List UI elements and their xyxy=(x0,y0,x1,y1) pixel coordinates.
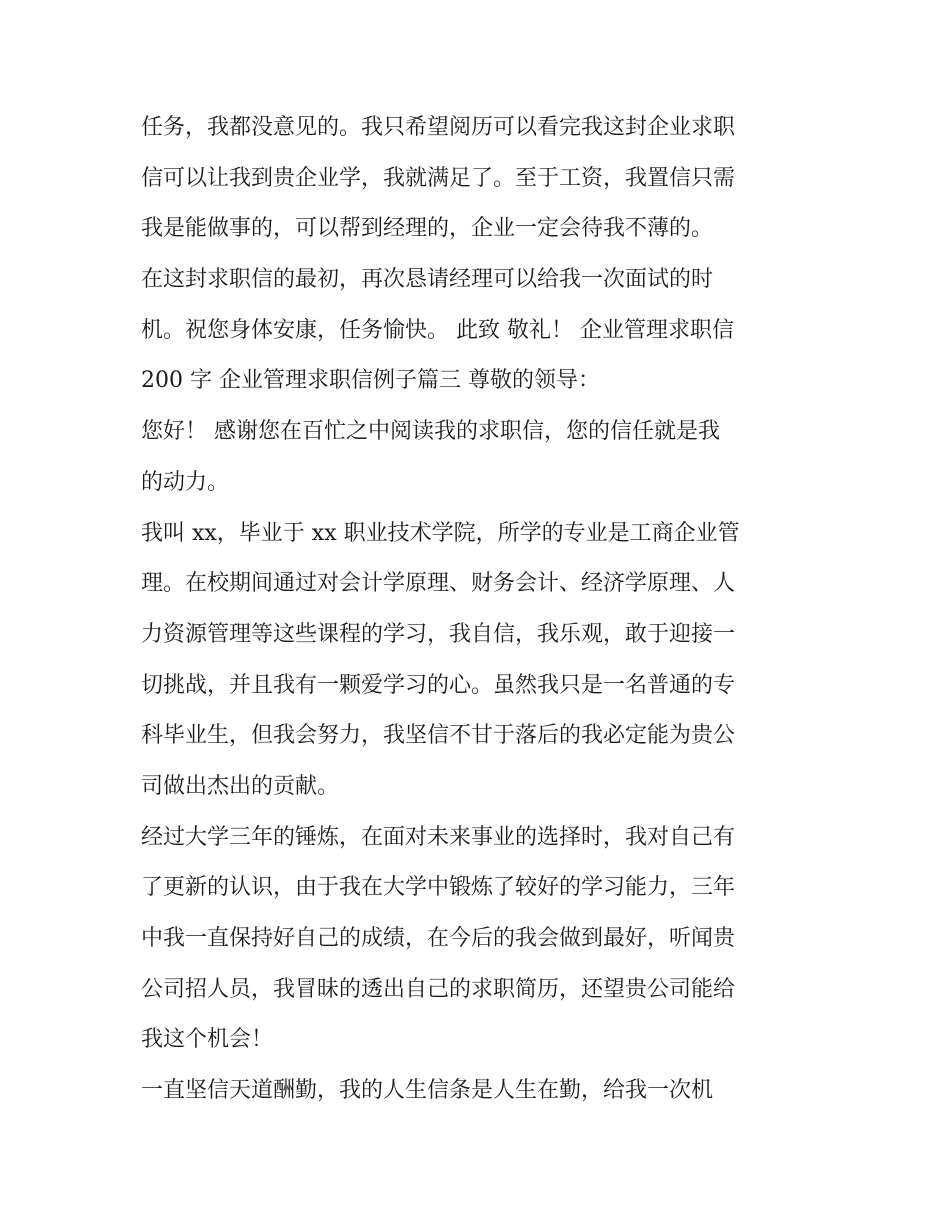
text-line: 信可以让我到贵企业学，我就满足了。至于工资，我置信只需 xyxy=(141,165,736,191)
letter-body xyxy=(141,103,821,1117)
text-line: 我是能做事的，可以帮到经理的，企业一定会待我不薄的。 xyxy=(141,216,714,242)
text-line: 切挑战，并且我有一颗爱学习的心。虽然我只是一名普通的专 xyxy=(141,672,736,698)
text-line: 在这封求职信的最初，再次恳请经理可以给我一次面试的时 xyxy=(141,267,714,293)
text-line: 力资源管理等这些课程的学习，我自信，我乐观，敢于迎接一 xyxy=(141,621,736,647)
text-line: 任务，我都没意见的。我只希望阅历可以看完我这封企业求职 xyxy=(141,115,736,140)
text-line: 理。在校期间通过对会计学原理、财务会计、经济学原理、人 xyxy=(141,571,736,597)
text-line: 我这个机会！ xyxy=(141,1027,274,1053)
text-line: 您好！ 感谢您在百忙之中阅读我的求职信，您的信任就是我 xyxy=(141,419,720,445)
text-line: 经过大学三年的锤炼，在面对未来事业的选择时，我对自己有 xyxy=(141,824,736,850)
text-line: 200 字 企业管理求职信例子篇三 尊敬的领导： xyxy=(141,368,600,394)
text-line: 了更新的认识，由于我在大学中锻炼了较好的学习能力，三年 xyxy=(141,875,736,901)
text-line: 公司招人员，我冒昧的透出自己的求职简历，还望贵公司能给 xyxy=(141,976,736,1002)
text-line: 中我一直保持好自己的成绩，在今后的我会做到最好，听闻贵 xyxy=(141,926,736,951)
text-line: 科毕业生，但我会努力，我坚信不甘于落后的我必定能为贵公 xyxy=(141,723,736,749)
text-line: 司做出杰出的贡献。 xyxy=(141,773,340,799)
text-line: 一直坚信天道酬勤，我的人生信条是人生在勤，给我一次机 xyxy=(141,1078,714,1104)
text-line: 我叫 xx，毕业于 xx 职业技术学院，所学的专业是工商企业管 xyxy=(141,520,740,546)
text-line: 机。祝您身体安康，任务愉快。 此致 敬礼！ 企业管理求职信 xyxy=(141,317,734,343)
text-line: 的动力。 xyxy=(141,469,230,495)
